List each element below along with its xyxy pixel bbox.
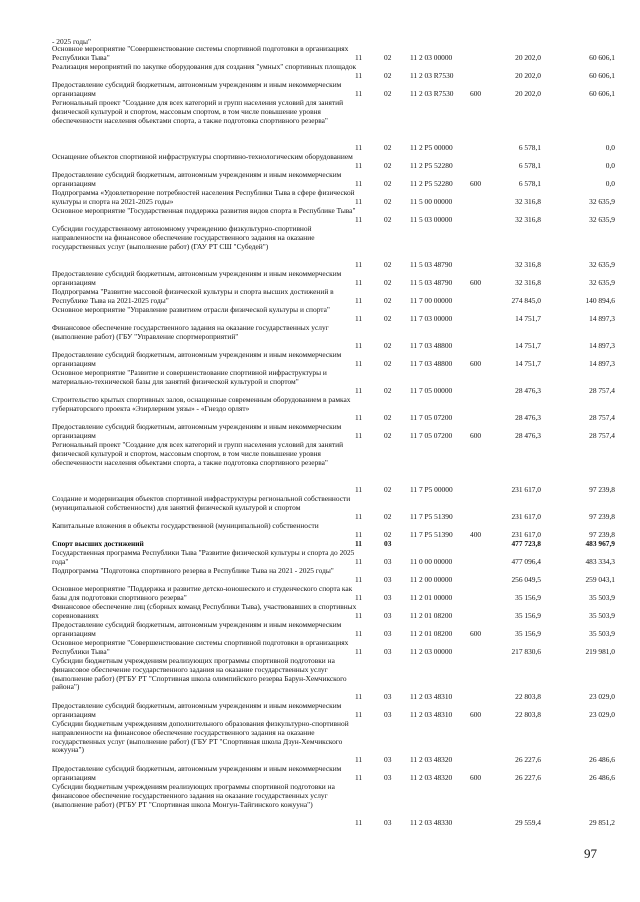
row-amount-2025: 28 757,4 — [589, 431, 615, 441]
row-amount-2024: 256 049,5 — [511, 575, 541, 585]
row-subsection: 02 — [384, 413, 392, 423]
row-expense-type: 600 — [470, 431, 482, 441]
row-amount-2024: 22 803,8 — [515, 710, 541, 720]
table-row — [0, 63, 640, 81]
row-amount-2024: 231 617,0 — [511, 530, 541, 540]
row-amount-2024: 29 559,4 — [515, 818, 541, 828]
table-row — [0, 495, 640, 522]
row-amount-2024: 6 578,1 — [518, 143, 541, 153]
row-section: 11 — [355, 386, 363, 396]
row-amount-2025: 28 757,4 — [589, 413, 615, 423]
row-name: Основное мероприятие "Развитие и совершенствование спортивной инфраструктуры и материально-технической базы для занятий физической культурой и спортом" — [52, 368, 327, 386]
row-target-code: 11 2 03 00000 — [410, 53, 453, 63]
row-amount-2024: 6 578,1 — [518, 179, 541, 189]
row-amount-2024: 32 316,8 — [515, 215, 541, 225]
row-subsection: 03 — [384, 647, 392, 657]
row-amount-2024: 20 202,0 — [515, 71, 541, 81]
row-section: 11 — [355, 710, 363, 720]
row-expense-type: 600 — [470, 179, 482, 189]
row-target-code: 11 2 01 08200 — [410, 629, 453, 639]
row-name: Основное мероприятие "Совершенствование системы спортивной подготовки в организациях Республики Тыва" — [52, 44, 349, 62]
row-expense-type: 600 — [470, 629, 482, 639]
row-section: 11 — [355, 611, 363, 621]
row-amount-2025: 14 897,3 — [589, 359, 615, 369]
row-name: Спорт высших достижений — [52, 539, 144, 548]
row-amount-2025: 140 894,6 — [585, 296, 615, 306]
table-row — [0, 720, 640, 765]
row-subsection: 02 — [384, 179, 392, 189]
row-name: Предоставление субсидий бюджетным, автономным учреждениям и иным некоммерческим организациям — [52, 170, 342, 188]
row-subsection: 02 — [384, 278, 392, 288]
row-section: 11 — [355, 431, 363, 441]
table-row — [0, 189, 640, 207]
row-target-code: 11 5 03 00000 — [410, 215, 453, 225]
row-expense-type: 600 — [470, 773, 482, 783]
row-subsection: 03 — [384, 539, 392, 549]
row-target-code: 11 2 03 00000 — [410, 647, 453, 657]
row-subsection: 02 — [384, 512, 392, 522]
row-section: 11 — [355, 485, 363, 495]
table-row — [0, 522, 640, 540]
table-row — [0, 423, 640, 441]
row-amount-2025: 23 029,0 — [589, 692, 615, 702]
row-target-code: 11 5 00 00000 — [410, 197, 453, 207]
row-expense-type: 600 — [470, 89, 482, 99]
row-section: 11 — [355, 692, 363, 702]
row-section: 11 — [355, 53, 363, 63]
row-amount-2024: 477 723,8 — [511, 539, 541, 549]
row-subsection: 02 — [384, 161, 392, 171]
row-name: Оснащение объектов спортивной инфраструктуры спортивно-технологическим оборудованием — [52, 152, 353, 161]
row-subsection: 03 — [384, 557, 392, 567]
row-amount-2024: 35 156,9 — [515, 593, 541, 603]
row-target-code: 11 5 03 48790 — [410, 278, 453, 288]
row-target-code: 11 7 P5 51390 — [410, 512, 453, 522]
row-expense-type: 400 — [470, 530, 482, 540]
row-target-code: 11 2 01 08200 — [410, 611, 453, 621]
row-amount-2025: 0,0 — [605, 179, 615, 189]
row-target-code: 11 2 03 48310 — [410, 692, 453, 702]
row-name: Основное мероприятие "Совершенствование системы спортивной подготовки в организациях Республики Тыва" — [52, 638, 349, 656]
row-amount-2025: 14 897,3 — [589, 341, 615, 351]
row-amount-2025: 483 334,3 — [585, 557, 615, 567]
row-section: 11 — [355, 413, 363, 423]
row-target-code: 11 7 00 00000 — [410, 296, 453, 306]
row-section: 11 — [355, 512, 363, 522]
table-row — [0, 567, 640, 585]
row-target-code: 11 2 03 R7530 — [410, 71, 454, 81]
row-amount-2024: 28 476,3 — [515, 413, 541, 423]
row-subsection: 02 — [384, 143, 392, 153]
row-section: 11 — [355, 341, 363, 351]
row-amount-2025: 60 606,1 — [589, 71, 615, 81]
row-subsection: 03 — [384, 773, 392, 783]
row-subsection: 02 — [384, 215, 392, 225]
row-section: 11 — [355, 197, 363, 207]
table-row — [0, 702, 640, 720]
row-section: 11 — [355, 593, 363, 603]
row-target-code: 11 2 03 R7530 — [410, 89, 454, 99]
row-name: Предоставление субсидий бюджетным, автономным учреждениям и иным некоммерческим организациям — [52, 701, 342, 719]
row-amount-2025: 26 486,6 — [589, 773, 615, 783]
row-amount-2025: 35 503,9 — [589, 593, 615, 603]
row-section: 11 — [355, 314, 363, 324]
row-name: Субсидии государственному автономному учреждению физкультурно-спортивной направленности на финансовое обеспечение государственного задания на оказание государственных услуг (выполнение работ) (ГАУ РТ СШ "Субедей") — [52, 224, 315, 251]
table-row — [0, 369, 640, 396]
row-target-code: 11 7 05 00000 — [410, 386, 453, 396]
row-name: Государственная программа Республики Тыва "Развитие физической культуры и спорта до 2025 года" — [52, 548, 355, 566]
row-amount-2024: 35 156,9 — [515, 611, 541, 621]
row-amount-2025: 0,0 — [605, 143, 615, 153]
row-subsection: 02 — [384, 197, 392, 207]
row-amount-2024: 22 803,8 — [515, 692, 541, 702]
row-amount-2024: 14 751,7 — [515, 314, 541, 324]
row-amount-2024: 28 476,3 — [515, 386, 541, 396]
row-section: 11 — [355, 71, 363, 81]
table-row — [0, 783, 640, 828]
row-subsection: 02 — [384, 314, 392, 324]
row-name: Финансовое обеспечение государственного задания на оказание государственных услуг (выполнение работ) (ГБУ "Управление спортмероприятий" — [52, 323, 329, 341]
row-amount-2025: 97 239,8 — [589, 530, 615, 540]
row-target-code: 11 2 P5 52280 — [410, 161, 453, 171]
row-section: 11 — [355, 539, 362, 549]
row-expense-type: 600 — [470, 278, 482, 288]
row-subsection: 03 — [384, 593, 392, 603]
row-amount-2024: 217 830,6 — [511, 647, 541, 657]
row-name: Предоставление субсидий бюджетным, автономным учреждениям и иным некоммерческим организациям — [52, 80, 342, 98]
row-subsection: 02 — [384, 341, 392, 351]
row-amount-2024: 32 316,8 — [515, 278, 541, 288]
row-name: Субсидии бюджетным учреждениям дополнительного образования физкультурно-спортивной направленности на финансовое обеспечение государственного задания на оказание государственных услуг (выполнение работ) (ГБУ РТ "Спортивная школа Дзун-Хемчикского кожууна") — [52, 719, 349, 755]
row-amount-2024: 14 751,7 — [515, 359, 541, 369]
table-row — [0, 306, 640, 324]
row-section: 11 — [355, 215, 363, 225]
table-row — [0, 45, 640, 63]
row-subsection: 02 — [384, 53, 392, 63]
table-row — [0, 765, 640, 783]
table-row — [0, 99, 640, 153]
row-amount-2024: 26 227,6 — [515, 773, 541, 783]
row-subsection: 03 — [384, 629, 392, 639]
row-amount-2025: 60 606,1 — [589, 89, 615, 99]
row-amount-2024: 32 316,8 — [515, 260, 541, 270]
row-subsection: 03 — [384, 710, 392, 720]
row-target-code: 11 2 01 00000 — [410, 593, 453, 603]
row-subsection: 02 — [384, 386, 392, 396]
row-subsection: 02 — [384, 260, 392, 270]
row-name: Предоставление субсидий бюджетным, автономным учреждениям и иным некоммерческим организациям — [52, 422, 342, 440]
table-row — [0, 225, 640, 270]
row-name: Предоставление субсидий бюджетным, автономным учреждениям и иным некоммерческим организациям — [52, 350, 342, 368]
row-amount-2025: 32 635,9 — [589, 260, 615, 270]
row-name: Финансовое обеспечение лиц (сборных команд Республики Тыва), участвовавших в спортивных соревнованиях — [52, 602, 357, 620]
table-row — [0, 621, 640, 639]
row-subsection: 02 — [384, 431, 392, 441]
row-name: Субсидии бюджетным учреждениям реализующих программы спортивной подготовки на финансовое обеспечение государственного задания на оказание государственных услуг (выполнение работ) (РГБУ РТ "Спортивная школа олимпийского резерва Барун-Хемчикского района") — [52, 656, 347, 692]
row-target-code: 11 2 03 48320 — [410, 773, 453, 783]
table-row — [0, 585, 640, 603]
row-target-code: 11 2 P5 00000 — [410, 143, 453, 153]
row-amount-2024: 231 617,0 — [511, 485, 541, 495]
row-name: Капитальные вложения в объекты государственной (муниципальной) собственности — [52, 521, 319, 530]
row-amount-2025: 32 635,9 — [589, 197, 615, 207]
row-amount-2024: 477 096,4 — [511, 557, 541, 567]
row-name: Предоставление субсидий бюджетным, автономным учреждениям и иным некоммерческим организациям — [52, 764, 342, 782]
row-name: Подпрограмма «Удовлетворение потребностей населения Республики Тыва в сфере физической культуры и спорта на 2021-2025 годы» — [52, 188, 355, 206]
table-row — [0, 171, 640, 189]
row-name: Предоставление субсидий бюджетным, автономным учреждениям и иным некоммерческим организациям — [52, 620, 342, 638]
row-target-code: 11 2 00 00000 — [410, 575, 453, 585]
row-name: Региональный проект "Создание для всех категорий и групп населения условий для занятий физической культурой и спортом, массовым спортом, в том числе повышение уровня обеспеченности населения объектами спорта, а также подготовка спортивного резерва" — [52, 440, 344, 467]
row-target-code: 11 2 03 48320 — [410, 755, 453, 765]
row-target-code: 11 7 03 48800 — [410, 341, 453, 351]
row-amount-2025: 259 043,1 — [585, 575, 615, 585]
row-name: Основное мероприятие "Поддержка и развитие детско-юношеского и студенческого спорта как базы для подготовки спортивного резерва" — [52, 584, 353, 602]
row-section: 11 — [355, 278, 363, 288]
row-target-code: 11 7 05 07200 — [410, 413, 453, 423]
row-target-code: 11 7 P5 00000 — [410, 485, 453, 495]
row-amount-2025: 32 635,9 — [589, 278, 615, 288]
row-amount-2025: 60 606,1 — [589, 53, 615, 63]
row-section: 11 — [355, 89, 363, 99]
row-amount-2025: 483 967,9 — [585, 539, 615, 549]
row-subsection: 02 — [384, 296, 392, 306]
table-row — [0, 81, 640, 99]
row-target-code: 11 2 03 48310 — [410, 710, 453, 720]
row-amount-2025: 14 897,3 — [589, 314, 615, 324]
table-row — [0, 549, 640, 567]
row-subsection: 02 — [384, 359, 392, 369]
row-subsection: 02 — [384, 71, 392, 81]
row-amount-2024: 14 751,7 — [515, 341, 541, 351]
row-section: 11 — [355, 773, 363, 783]
row-subsection: 02 — [384, 485, 392, 495]
row-name: Подпрограмма "Подготовка спортивного резерва в Республике Тыва на 2021 - 2025 годы" — [52, 566, 334, 575]
table-row — [0, 351, 640, 369]
row-subsection: 03 — [384, 692, 392, 702]
row-section: 11 — [355, 818, 363, 828]
row-target-code: 11 7 03 00000 — [410, 314, 453, 324]
row-amount-2025: 97 239,8 — [589, 485, 615, 495]
row-expense-type: 600 — [470, 359, 482, 369]
table-row — [0, 639, 640, 657]
row-section: 11 — [355, 296, 363, 306]
row-section: 11 — [355, 557, 363, 567]
row-amount-2025: 219 981,0 — [585, 647, 615, 657]
row-section: 11 — [355, 647, 363, 657]
page-number: 97 — [584, 846, 597, 861]
row-subsection: 03 — [384, 755, 392, 765]
row-subsection: 03 — [384, 575, 392, 585]
row-name: Основное мероприятие "Управление развитием отрасли физической культуры и спорта" — [52, 305, 330, 314]
row-target-code: 11 2 P5 52280 — [410, 179, 453, 189]
row-section: 11 — [355, 575, 363, 585]
row-amount-2025: 29 851,2 — [589, 818, 615, 828]
table-row — [0, 153, 640, 171]
row-section: 11 — [355, 359, 363, 369]
row-name: Региональный проект "Создание для всех категорий и групп населения условий для занятий физической культурой и спортом, массовым спортом, в том числе повышение уровня обеспеченности населения объектами спорта, а также подготовка спортивного резерва" — [52, 98, 344, 125]
table-row — [0, 603, 640, 621]
row-target-code: 11 0 00 00000 — [410, 557, 453, 567]
row-section: 11 — [355, 143, 363, 153]
row-name: Предоставление субсидий бюджетным, автономным учреждениям и иным некоммерческим организациям — [52, 269, 342, 287]
row-name: Подпрограмма "Развитие массовой физической культуры и спорта высших достижений в Республике Тыва на 2021-2025 годы" — [52, 287, 334, 305]
row-amount-2024: 231 617,0 — [511, 512, 541, 522]
row-amount-2024: 26 227,6 — [515, 755, 541, 765]
row-name: Реализация мероприятий по закупке оборудования для создания "умных" спортивных площадок — [52, 62, 357, 71]
row-section: 11 — [355, 530, 363, 540]
table-row — [0, 396, 640, 423]
row-amount-2025: 26 486,6 — [589, 755, 615, 765]
row-subsection: 03 — [384, 818, 392, 828]
row-amount-2025: 97 239,8 — [589, 512, 615, 522]
row-target-code: 11 5 03 48790 — [410, 260, 453, 270]
row-amount-2025: 0,0 — [605, 161, 615, 171]
row-target-code: 11 7 03 48800 — [410, 359, 453, 369]
row-amount-2024: 32 316,8 — [515, 197, 541, 207]
table-row — [0, 270, 640, 288]
row-name: Строительство крытых спортивных залов, оснащенные современным оборудованием в рамках губернаторского проекта «Эзирлерним уязы» - «Гнездо орлят» — [52, 395, 351, 413]
row-name: - 2025 годы" — [52, 37, 92, 46]
row-target-code: 11 7 05 07200 — [410, 431, 453, 441]
row-amount-2024: 20 202,0 — [515, 89, 541, 99]
row-subsection: 02 — [384, 89, 392, 99]
row-section: 11 — [355, 755, 363, 765]
row-target-code: 11 7 P5 51390 — [410, 530, 453, 540]
row-amount-2025: 32 635,9 — [589, 215, 615, 225]
row-amount-2024: 274 845,0 — [511, 296, 541, 306]
table-row — [0, 207, 640, 225]
row-amount-2025: 28 757,4 — [589, 386, 615, 396]
row-amount-2024: 6 578,1 — [518, 161, 541, 171]
row-amount-2024: 35 156,9 — [515, 629, 541, 639]
row-section: 11 — [355, 629, 363, 639]
row-target-code: 11 2 03 48330 — [410, 818, 453, 828]
row-section: 11 — [355, 260, 363, 270]
row-name: Субсидии бюджетным учреждениям реализующих программы спортивной подготовки на финансовое обеспечение государственного задания на оказание государственных услуг (выполнение работ) (РГБУ РТ "Спортивная школа Монгун-Тайгинского кожууна") — [52, 782, 335, 809]
table-row — [0, 324, 640, 351]
row-subsection: 02 — [384, 530, 392, 540]
table-row — [0, 288, 640, 306]
row-amount-2024: 20 202,0 — [515, 53, 541, 63]
row-section: 11 — [355, 161, 363, 171]
row-expense-type: 600 — [470, 710, 482, 720]
row-name: Создание и модернизация объектов спортивной инфраструктуры региональной собственности (муниципальной собственности) для занятий физической культурой и спортом — [52, 494, 351, 512]
row-name: Основное мероприятие "Государственная поддержка развития видов спорта в Республике Тыва" — [52, 206, 356, 215]
row-section: 11 — [355, 179, 363, 189]
table-row — [0, 657, 640, 702]
row-amount-2024: 28 476,3 — [515, 431, 541, 441]
table-row — [0, 441, 640, 495]
row-amount-2025: 35 503,9 — [589, 629, 615, 639]
row-amount-2025: 35 503,9 — [589, 611, 615, 621]
row-amount-2025: 23 029,0 — [589, 710, 615, 720]
row-subsection: 03 — [384, 611, 392, 621]
